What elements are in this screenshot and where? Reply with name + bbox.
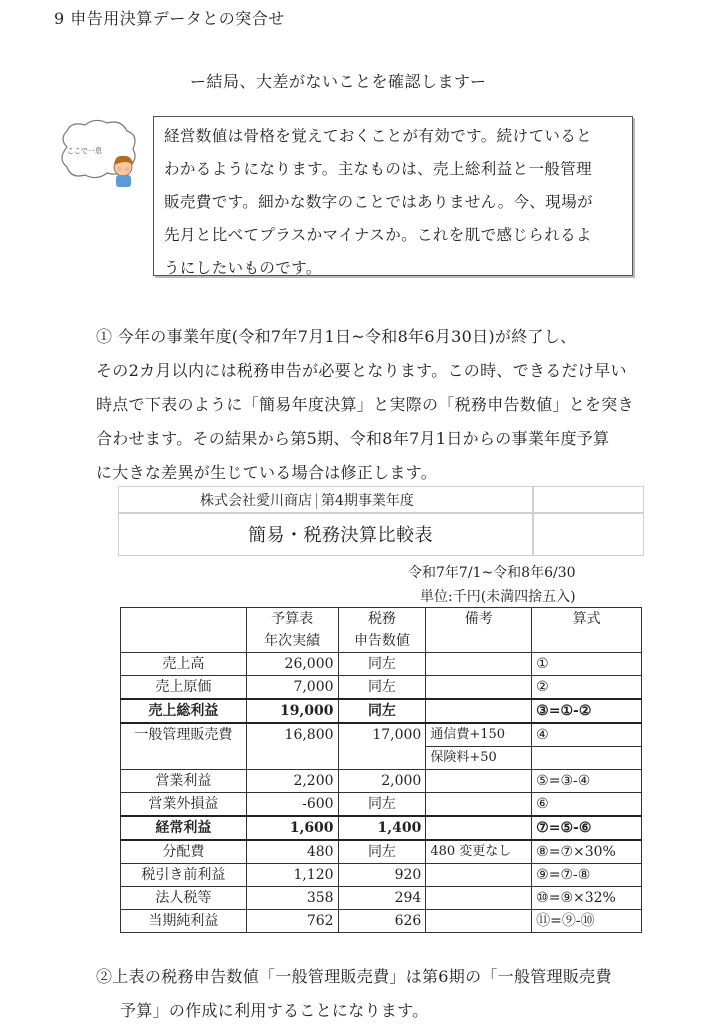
- header-formula: 算式: [532, 608, 642, 631]
- paragraph-line: 時点で下表のように「簡易年度決算」と実際の「税務申告数値」とを突き: [96, 395, 634, 414]
- table-row: 売上高 26,000 同左 ①: [121, 653, 642, 676]
- cloud-label: ここで一息: [67, 147, 102, 155]
- table-row: 税引き前利益 1,120 920 ⑨=⑦-⑧: [121, 864, 642, 887]
- note-line: 販売費です。細かな数字のことではありません。今、現場が: [164, 193, 593, 211]
- header-tax: 税務: [338, 608, 426, 631]
- explanation-paragraph-2: [96, 960, 676, 1028]
- note-line: うにしたいものです。: [164, 259, 322, 277]
- frame-divider: [118, 512, 644, 514]
- table-row: 法人税等 358 294 ⑩=⑨×32%: [121, 887, 642, 910]
- table-header-row: [121, 608, 642, 631]
- paragraph-line: に大きな差異が生じている場合は修正します。: [96, 463, 438, 482]
- table-row: 売上総利益 19,000 同左 ③=①-②: [121, 699, 642, 723]
- period-label: 令和7年7/1~令和8年6/30: [408, 565, 576, 581]
- table-row: 当期純利益 762 626 ⑪=⑨-⑩: [121, 910, 642, 933]
- section-subtitle: ー結局、大差がないことを確認しますー: [190, 72, 487, 91]
- table-row: 一般管理販売費 16,800 17,000 通信費+150 ④: [121, 723, 642, 747]
- table-row: 保険料+50: [121, 747, 642, 770]
- paragraph-line: その2カ月以内には税務申告が必要となります。この時、できるだけ早い: [96, 361, 627, 380]
- fiscal-year: 第4期事業年度: [321, 493, 414, 509]
- advice-note-box: [153, 116, 633, 276]
- header-budget: 予算表: [246, 608, 338, 631]
- paragraph-line: ① 今年の事業年度(令和7年7月1日~令和8年6月30日)が終了し、: [96, 327, 577, 346]
- table-row: 営業利益 2,200 2,000 ⑤=③-④: [121, 770, 642, 793]
- unit-label: 単位:千円(未満四捨五入): [420, 589, 576, 605]
- header-tax-sub: 申告数値: [338, 630, 426, 653]
- company-name: 株式会社愛川商店: [200, 493, 312, 509]
- section-heading: 9 申告用決算データとの突合せ: [54, 9, 285, 28]
- table-row: 営業外損益 -600 同左 ⑥: [121, 793, 642, 817]
- header-budget-sub: 年次実績: [246, 630, 338, 653]
- settlement-comparison-table: [120, 607, 642, 933]
- frame-divider: [532, 486, 534, 556]
- note-line: 先月と比べてプラスかマイナスか。これを肌で感じられるよ: [164, 226, 592, 244]
- header-remarks: 備考: [426, 608, 532, 631]
- table-row: 経常利益 1,600 1,400 ⑦=⑤-⑥: [121, 816, 642, 840]
- note-line: 経営数値は骨格を覚えておくことが有効です。続けていると: [164, 127, 593, 145]
- company-header: [200, 490, 414, 510]
- paragraph-line: 合わせます。その結果から第5期、令和8年7月1日からの事業年度予算: [96, 429, 610, 448]
- table-header-row: [121, 630, 642, 653]
- table-title: 簡易・税務決算比較表: [248, 525, 433, 546]
- explanation-paragraph-1: [96, 320, 668, 490]
- paragraph-line: ②上表の税務申告数値「一般管理販売費」は第6期の「一般管理販売費: [96, 967, 612, 986]
- thinking-cloud-illustration: [57, 117, 141, 193]
- paragraph-line: 予算」の作成に利用することになります。: [120, 1001, 429, 1020]
- table-row: 分配費 480 同左 480 変更なし ⑧=⑦×30%: [121, 840, 642, 864]
- note-line: わかるようになります。主なものは、売上総利益と一般管理: [164, 160, 593, 178]
- table-row: 売上原価 7,000 同左 ②: [121, 676, 642, 700]
